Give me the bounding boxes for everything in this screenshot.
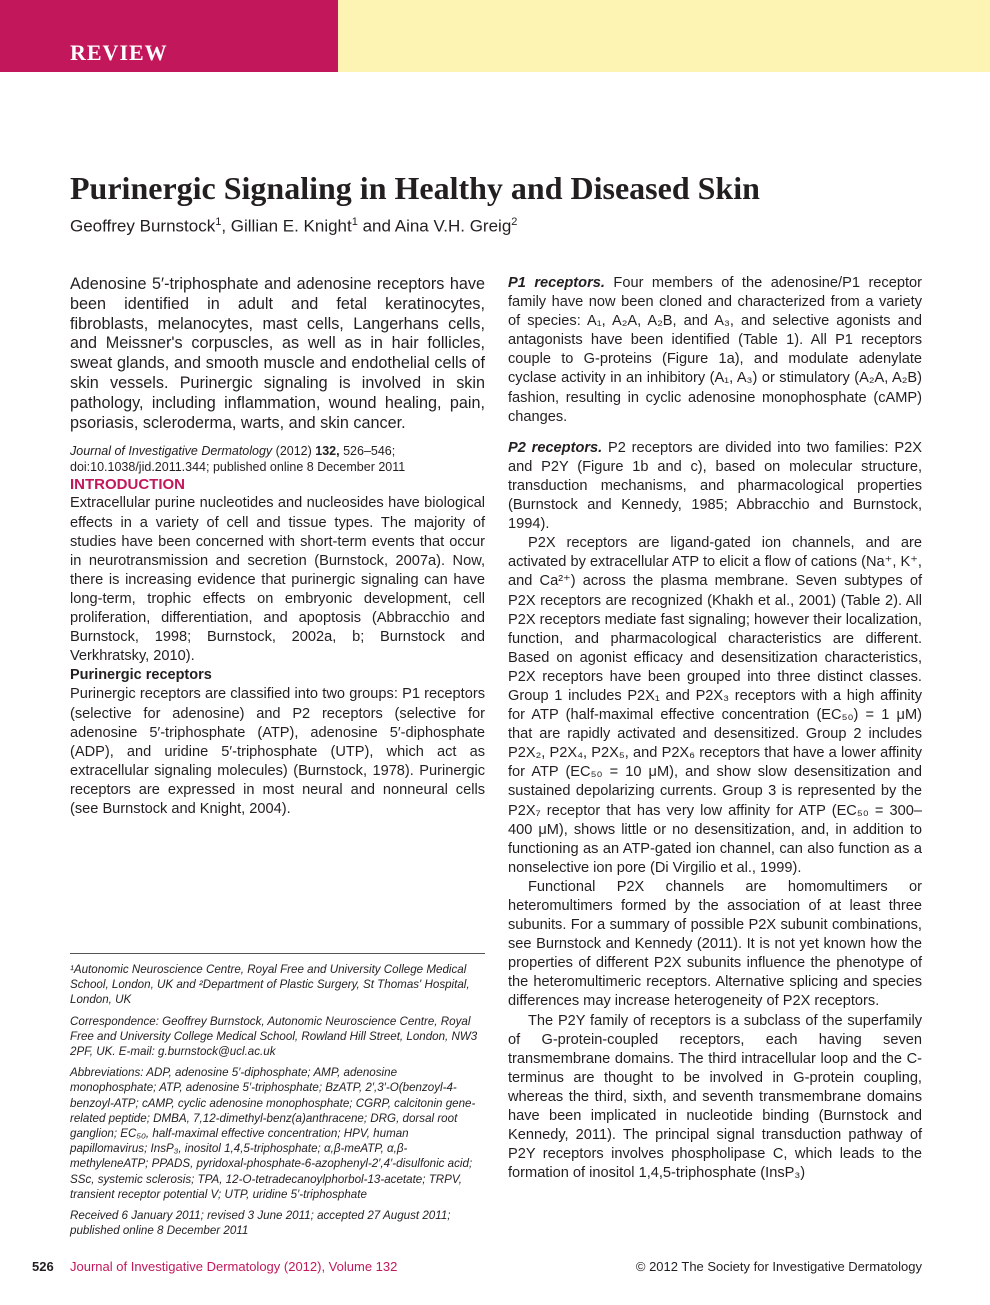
abbreviations-footnote: Abbreviations: ADP, adenosine 5′-diphosphate; AMP, adenosine monophosphate; ATP, adenosine 5′-triphosphate; BzATP, 2′,3′-O(benzoyl-4-benzoyl-ATP; cAMP, cyclic adenosine monophosphate; CGRP, calcitonin gene-related peptide; DMBA, 7,12-dimethyl-benz(a)anthracene; DRG, dorsal root ganglion; EC₅₀, half-maximal effective concentration; HPV, human papillomavirus; InsP₃, inositol 1,4,5-triphosphate; α,β-meATP, α,β-methyleneATP; PPADS, pyridoxal-phosphate-6-azophenyl-2′,4′-disulfonic acid; SSc, systemic sclerosis; TPA, 12-O-tetradecanoylphorbol-13-acetate; TRPV, transient receptor potential V; UTP, uridine 5′-triphosphate <box>70 1066 476 1201</box>
subsection-heading: Purinergic receptors <box>70 667 212 684</box>
p2y-paragraph: The P2Y family of receptors is a subclass of the superfamily of G-protein-coupled receptors, each having seven transmembrane domains. The third intracellular loop and the C-terminus are thought to be involved in G-protein coupling, whereas the third, sixth, and seventh transmembrane domains have been implicated in nucleotide binding (Burnstock and Kennedy, 2011). The principal signal transduction pathway of P2Y receptors involves phospholipase C, which leads to the formation of inositol 1,4,5-triphosphate (InsP₃) <box>508 1012 922 1182</box>
citation-journal: Journal of Investigative Dermatology <box>70 444 273 459</box>
author-name: Gillian E. Knight <box>230 216 352 236</box>
copyright: © 2012 The Society for Investigative Dermatology <box>635 1259 922 1274</box>
section-label: REVIEW <box>70 40 168 65</box>
affiliation-marker: 2 <box>511 216 518 228</box>
p2x-subunit-paragraph: Functional P2X channels are homomultimers or heteromultimers formed by the association of at least three subunits. For a summary of possible P2X subunit combinations, see Burnstock and Kennedy (2011). It is not yet known how the properties of different P2X subunits influence the phenotype of the heteromultimeric receptors. Alternative splicing and species differences may increase heterogeneity of P2X receptors. <box>508 878 922 1010</box>
page-number: 526 <box>32 1259 54 1274</box>
author-name: Geoffrey Burnstock <box>70 216 216 236</box>
citation-pages: 526–546; <box>339 444 396 459</box>
citation-volume: 132, <box>315 444 340 459</box>
affiliation-footnote: ¹Autonomic Neuroscience Centre, Royal Free and University College Medical School, London, UK and ²Department of Plastic Surgery, St Thomas' Hospital, London, UK <box>70 963 470 1007</box>
abstract: Adenosine 5′-triphosphate and adenosine receptors have been identified in adult and fetal keratinocytes, fibroblasts, melanocytes, mast cells, Langerhans cells, and Meissner's corpuscles, as well as in hair follicles, sweat glands, and smooth muscle and endothelial cells of skin vessels. Purinergic signaling is involved in skin pathology, including inflammation, wound healing, pain, psoriasis, scleroderma, warts, and skin cancer. <box>70 275 485 432</box>
footnotes <box>70 962 485 1244</box>
p1-lead: P1 receptors. <box>508 275 605 291</box>
citation-year: (2012) <box>272 444 316 459</box>
received-footnote: Received 6 January 2011; revised 3 June 2011; accepted 27 August 2011; published online 8 December 2011 <box>70 1209 451 1238</box>
purinergic-receptors-paragraph: Purinergic receptors are classified into two groups: P1 receptors (selective for adenosine) and P2 receptors (selective for adenosine 5′-triphosphate (ATP), adenosine 5′-diphosphate (ADP), and uridine 5′-triphosphate (UTP), which act as extracellular signaling molecules) (Burnstock, 1978). Purinergic receptors are expressed in most neural and nonneural cells (see Burnstock and Knight, 2004). <box>70 686 485 817</box>
author-name: Aina V.H. Greig <box>394 216 512 236</box>
journal-reference: Journal of Investigative Dermatology (2012), Volume 132 <box>70 1259 398 1274</box>
author-separator: and <box>357 216 395 236</box>
p2-receptors-paragraph <box>508 439 922 534</box>
p2x-paragraph: P2X receptors are ligand-gated ion channels, and are activated by extracellular ATP to elicit a flow of cations (Na⁺, K⁺, and Ca²⁺) across the plasma membrane. Seven subtypes of P2X receptors are recognized (Khakh et al., 2001) (Table 2). All P2X receptors mediate fast signaling; however their localization, function, and pharmacological characteristics are different. Based on agonist efficacy and desensitization characteristics, P2X receptors have been grouped into three distinct classes. Group 1 includes P2X₁ and P2X₃ receptors with a high affinity for ATP (half-maximal effective concentration (EC₅₀) = 1 μM) that are rapidly activated and desensitized. Group 2 includes P2X₂, P2X₄, P2X₅, and P2X₆ receptors that have a lower affinity for ATP (EC₅₀ = 10 μM), and show slow desensitization and sustained depolarizing currents. Group 3 is represented by the P2X₇ receptor that has very low affinity for ATP (EC₅₀ = 300–400 μM), shows little or no desensitization, and, in addition to functioning as an ATP-gated ion channel, can also function as a nonselective ion pore (Di Virgilio et al., 1999). <box>508 535 922 876</box>
affiliation-marker: 1 <box>215 216 222 228</box>
affiliation-marker: 1 <box>351 216 358 228</box>
citation <box>70 443 485 475</box>
author-separator: , <box>221 216 231 236</box>
p2-text: P2 receptors are divided into two families: P2X and P2Y (Figure 1b and c), based on molecular structure, transduction mechanisms, and pharmacological properties (Burnstock and Kennedy, 1985; Abbracchio and Burnstock, 1994). <box>508 439 922 533</box>
p1-receptors-paragraph <box>508 274 922 427</box>
right-column <box>508 274 922 1183</box>
introduction-heading: INTRODUCTION <box>70 476 185 494</box>
p2-lead: P2 receptors. <box>508 439 603 456</box>
correspondence-footnote: Correspondence: Geoffrey Burnstock, Autonomic Neuroscience Centre, Royal Free and University College Medical School, Rowland Hill Street, London, NW3 2PF, UK. E-mail: g.burnstock@ucl.ac.uk <box>70 1014 478 1059</box>
header-band-yellow <box>338 0 990 72</box>
citation-doi: doi:10.1038/jid.2011.344; published online 8 December 2011 <box>70 460 406 475</box>
introduction-paragraph: Extracellular purine nucleotides and nucleosides have biological effects in a variety of cell and tissue types. The majority of studies have been concerned with short-term events that occur in neurotransmission and secretion (Burnstock, 2007a). Now, there is increasing evidence that purinergic signaling can have long-term, trophic effects on embryonic development, cell proliferation, differentiation, and apoptosis (Abbracchio and Burnstock, 1998; Burnstock, 2002a, b; Burnstock and Verkhratsky, 2010). <box>70 495 485 665</box>
author-list <box>70 216 517 237</box>
article-title: Purinergic Signaling in Healthy and Diseased Skin <box>70 170 760 206</box>
p1-text: Four members of the adenosine/P1 receptor family have now been cloned and characterized from a variety of species: A₁, A₂A, A₂B, and A₃, and selective agonists and antagonists have been identified (Table 1). All P1 receptors couple to G-proteins (Figure 1a), and modulate adenylate cyclase activity in an inhibitory (A₁, A₃) or stimulatory (A₂A, A₂B) fashion, resulting in cyclic adenosine monophosphate (cAMP) changes. <box>508 275 922 425</box>
left-column <box>70 275 485 819</box>
footnote-divider <box>70 953 485 954</box>
header-band-magenta <box>0 0 338 72</box>
